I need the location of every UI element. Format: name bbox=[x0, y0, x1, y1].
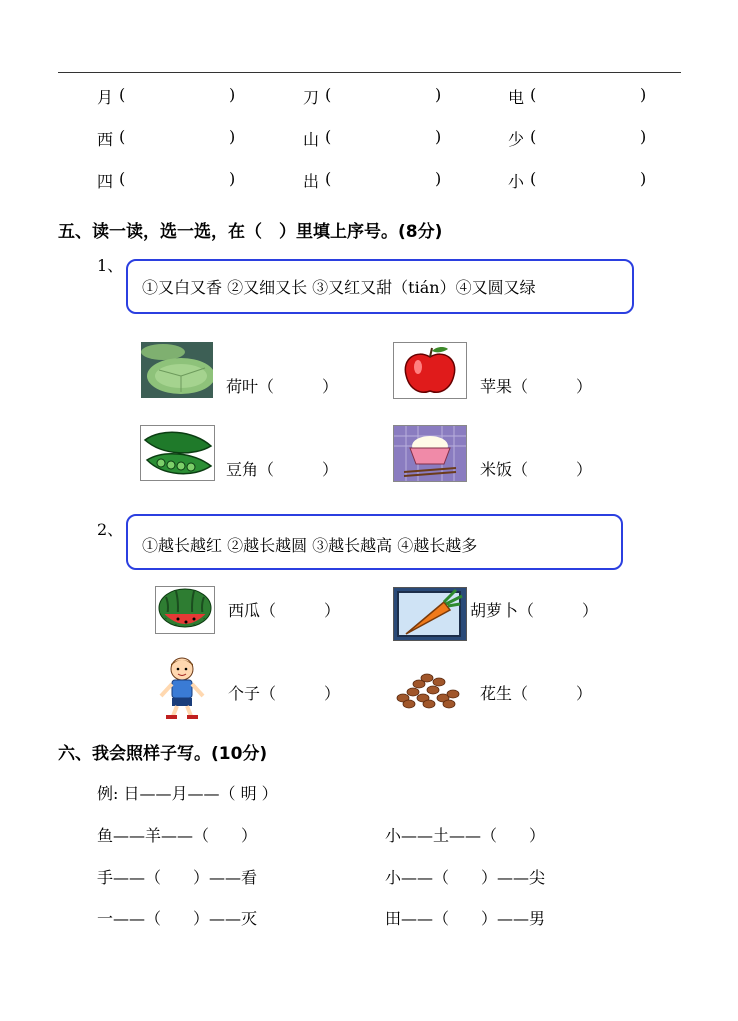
paren-close: ) bbox=[640, 169, 647, 188]
section6-title: 六、我会照样子写。(10分) bbox=[58, 744, 268, 764]
s6-item-4: 小——（ ）——尖 bbox=[385, 868, 546, 887]
paren-close: ) bbox=[640, 85, 647, 104]
example-line: 例: 日——月——（ 明 ） bbox=[97, 784, 278, 803]
s6-item-5: 一——（ ）——灭 bbox=[97, 909, 258, 928]
paren-close: ) bbox=[229, 169, 236, 188]
item-height: 个子（ ） bbox=[228, 684, 341, 703]
carrot-image bbox=[393, 587, 467, 641]
q2-options: ①越长越红 ②越长越圆 ③越长越高 ④越长越多 bbox=[142, 536, 478, 555]
boy-image bbox=[157, 656, 207, 720]
rice-image bbox=[393, 425, 467, 482]
item-lotus: 荷叶（ ） bbox=[226, 377, 339, 396]
apple-image bbox=[393, 342, 467, 399]
lotus-leaf-icon bbox=[141, 342, 213, 398]
paren-open: ( bbox=[530, 169, 537, 188]
top-rule bbox=[58, 72, 681, 73]
peanut-image bbox=[393, 668, 465, 712]
fill-char: 刀 bbox=[303, 88, 320, 107]
peas-icon bbox=[141, 426, 214, 480]
fill-char: 电 bbox=[508, 88, 525, 107]
paren-open: ( bbox=[119, 85, 126, 104]
q1-options-box bbox=[126, 259, 634, 314]
watermelon-icon bbox=[156, 587, 214, 633]
q1-options: ①又白又香 ②又细又长 ③又红又甜（tián）④又圆又绿 bbox=[142, 278, 536, 297]
paren-open: ( bbox=[325, 169, 332, 188]
paren-open: ( bbox=[325, 127, 332, 146]
s6-item-1: 鱼——羊——（ ） bbox=[97, 826, 258, 845]
paren-close: ) bbox=[435, 127, 442, 146]
paren-close: ) bbox=[229, 85, 236, 104]
item-apple: 苹果（ ） bbox=[480, 377, 593, 396]
paren-open: ( bbox=[119, 127, 126, 146]
q1-label: 1、 bbox=[97, 256, 124, 275]
carrot-icon bbox=[394, 588, 466, 640]
boy-icon bbox=[157, 656, 207, 720]
paren-open: ( bbox=[530, 127, 537, 146]
fill-char: 月 bbox=[97, 88, 114, 107]
section5-title: 五、读一读，选一选，在（ ）里填上序号。(8分) bbox=[58, 222, 443, 242]
paren-open: ( bbox=[325, 85, 332, 104]
item-peanut: 花生（ ） bbox=[480, 684, 593, 703]
fill-char: 出 bbox=[303, 172, 320, 191]
fill-char: 山 bbox=[303, 130, 320, 149]
q2-label: 2、 bbox=[97, 520, 124, 539]
item-watermelon: 西瓜（ ） bbox=[228, 601, 341, 620]
item-rice: 米饭（ ） bbox=[480, 460, 593, 479]
item-carrot: 胡萝卜（ ） bbox=[470, 601, 599, 620]
paren-close: ) bbox=[640, 127, 647, 146]
item-peas: 豆角（ ） bbox=[226, 460, 339, 479]
lotus-leaf-image bbox=[141, 342, 213, 398]
apple-icon bbox=[394, 343, 466, 398]
paren-close: ) bbox=[435, 85, 442, 104]
fill-char: 少 bbox=[508, 130, 525, 149]
paren-open: ( bbox=[119, 169, 126, 188]
s6-item-2: 小——土——（ ） bbox=[385, 826, 546, 845]
paren-open: ( bbox=[530, 85, 537, 104]
peas-image bbox=[140, 425, 215, 481]
fill-char: 小 bbox=[508, 172, 525, 191]
fill-char: 四 bbox=[97, 172, 114, 191]
s6-item-6: 田——（ ）——男 bbox=[385, 909, 546, 928]
watermelon-image bbox=[155, 586, 215, 634]
peanut-icon bbox=[393, 668, 465, 712]
paren-close: ) bbox=[229, 127, 236, 146]
q2-options-box bbox=[126, 514, 623, 570]
fill-char: 西 bbox=[97, 130, 114, 149]
paren-close: ) bbox=[435, 169, 442, 188]
s6-item-3: 手——（ ）——看 bbox=[97, 868, 258, 887]
rice-bowl-icon bbox=[394, 426, 466, 481]
